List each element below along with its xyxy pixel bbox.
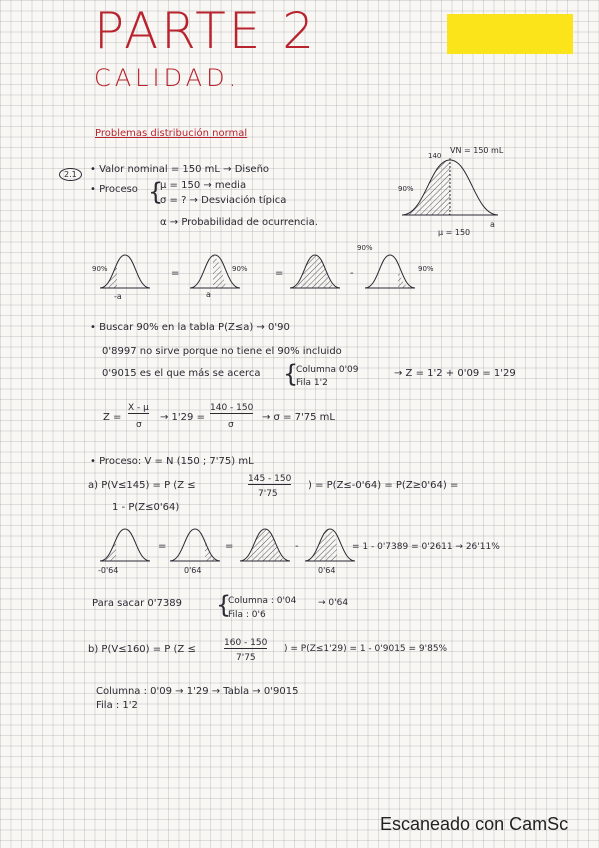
row1-c1-pct: 90% xyxy=(92,265,108,273)
normal-curve-diagram xyxy=(400,150,500,230)
line-sigma: σ = ? → Desviación típica xyxy=(160,195,287,206)
fila-1: Fila 1'2 xyxy=(296,378,328,388)
svg-text:=: = xyxy=(158,541,167,552)
exercise-number: 2.1 xyxy=(59,168,82,181)
busca-line1: • Buscar 90% en la tabla P(Z≤a) → 0'90 xyxy=(90,322,290,333)
part-a-line2: 1 - P(Z≤0'64) xyxy=(112,502,180,513)
formula-frac2-num: 140 - 150 xyxy=(210,403,254,413)
line-alpha: α → Probabilidad de ocurrencia. xyxy=(160,217,318,228)
svg-text:=: = xyxy=(171,268,180,279)
page-subtitle: CALIDAD. xyxy=(94,64,241,92)
row1-c4-pct-right: 90% xyxy=(418,265,434,273)
z-result: → Z = 1'2 + 0'09 = 1'29 xyxy=(394,368,516,379)
diagram-mu-label: μ = 150 xyxy=(438,228,471,237)
formula-lhs: Z = xyxy=(103,412,122,423)
svg-text:-: - xyxy=(295,541,299,552)
formula-frac1-num: X - μ xyxy=(128,403,149,413)
scanner-watermark: Escaneado con CamSc xyxy=(380,814,569,834)
part-a-frac-num: 145 - 150 xyxy=(248,474,292,484)
page-title: PARTE 2 xyxy=(94,2,318,60)
curve-row1 xyxy=(95,250,455,300)
line-mu: μ = 150 → media xyxy=(160,180,247,191)
diagram-vn-label: VN = 150 mL xyxy=(450,146,504,155)
col-2: Columna : 0'04 xyxy=(228,596,297,606)
proceso-line: • Proceso: V = N (150 ; 7'75) mL xyxy=(90,456,254,467)
line-proceso: • Proceso xyxy=(90,184,138,195)
diagram-a-label: a xyxy=(490,220,495,229)
highlight-sticker xyxy=(447,14,573,54)
part-a-frac-den: 7'75 xyxy=(258,489,278,499)
columna-1: Columna 0'09 xyxy=(296,365,359,375)
row1-c4-pct-top: 90% xyxy=(357,244,373,252)
curve-row2 xyxy=(95,525,375,570)
busca-line3: 0'9015 es el que más se acerca xyxy=(102,368,261,379)
row2-l4: 0'64 xyxy=(318,566,336,575)
row1-c1-label: -a xyxy=(114,292,122,301)
para-sacar: Para sacar 0'7389 xyxy=(92,598,182,609)
busca-line2: 0'8997 no sirve porque no tiene el 90% incluido xyxy=(102,346,342,357)
part-a-result: = 1 - 0'7389 = 0'2611 → 26'11% xyxy=(352,542,500,552)
part-b-frac-num: 160 - 150 xyxy=(224,638,268,648)
formula-frac2-den: σ xyxy=(228,420,234,430)
formula-frac1-den: σ xyxy=(136,420,142,430)
line-valor-nominal: • Valor nominal = 150 mL → Diseño xyxy=(90,164,270,175)
row2-l2: 0'64 xyxy=(184,566,202,575)
row1-c2-label: a xyxy=(206,290,211,299)
part-a-tail: ) = P(Z≤-0'64) = P(Z≥0'64) = xyxy=(308,480,459,491)
svg-text:-: - xyxy=(350,268,354,279)
diagram-140-label: 140 xyxy=(428,152,442,160)
svg-text:=: = xyxy=(275,268,284,279)
part-b-frac-den: 7'75 xyxy=(236,653,256,663)
formula-result: → σ = 7'75 mL xyxy=(262,412,335,423)
part-a-line: a) P(V≤145) = P (Z ≤ xyxy=(88,480,196,491)
svg-text:=: = xyxy=(225,541,234,552)
col-2-arrow: → 0'64 xyxy=(318,598,349,608)
part-b-line: b) P(V≤160) = P (Z ≤ xyxy=(88,644,196,655)
fila-3: Fila : 1'2 xyxy=(96,700,138,711)
fila-2: Fila : 0'6 xyxy=(228,610,266,620)
section-heading: Problemas distribución normal xyxy=(95,128,248,139)
brace-2: { xyxy=(283,360,299,388)
diagram-left-pct: 90% xyxy=(398,185,414,193)
brace: { xyxy=(148,178,164,206)
col-3: Columna : 0'09 → 1'29 → Tabla → 0'9015 xyxy=(96,686,299,697)
part-b-tail: ) = P(Z≤1'29) = 1 - 0'9015 = 9'85% xyxy=(284,644,448,654)
row2-l1: -0'64 xyxy=(98,566,119,575)
formula-mid: → 1'29 = xyxy=(160,412,205,423)
row1-c2-pct: 90% xyxy=(232,265,248,273)
brace-3: { xyxy=(216,591,232,619)
